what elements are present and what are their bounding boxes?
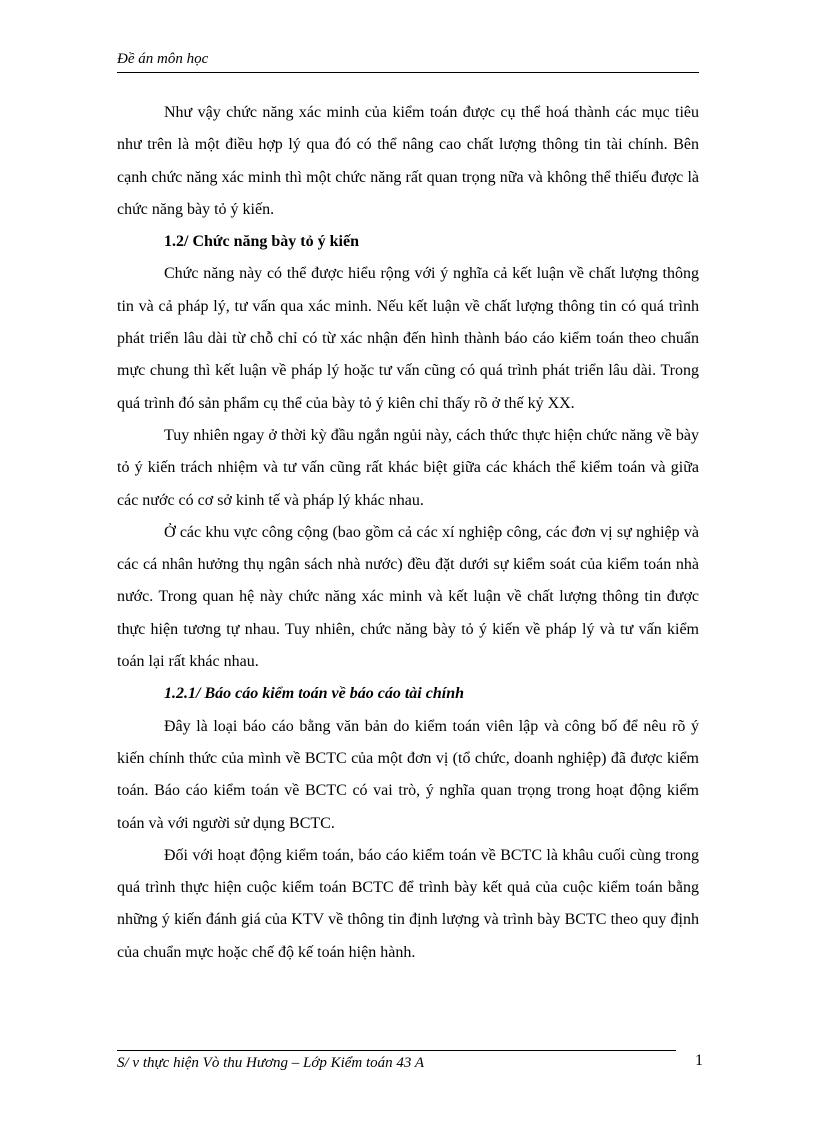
footer-divider (117, 1050, 676, 1051)
paragraph-3: Tuy nhiên ngay ở thời kỳ đầu ngắn ngủi này, cách thức thực hiện chức năng về bày tỏ ý kiến trách nhiệm và tư vấn cũng rất khác biệt giữa các khách thể kiểm toán và giữa các nước có cơ sở kinh tế và pháp lý khác nhau. (117, 426, 699, 509)
paragraph-4: Ở các khu vực công cộng (bao gồm cả các xí nghiệp công, các đơn vị sự nghiệp và các cá nhân hưởng thụ ngân sách nhà nước) đều đặt dưới sự kiểm soát của kiểm toán nhà nước. Trong quan hệ này chức năng xác minh và kết luận về chất lượng thông tin được thực hiện tương tự nhau. Tuy nhiên, chức năng bày tỏ ý kiến về pháp lý và tư vấn kiểm toán lại rất khác nhau. (117, 523, 699, 671)
page-body (117, 97, 699, 969)
section-heading-1-2: 1.2/ Chức năng bày tỏ ý kiến (164, 233, 359, 251)
subsection-heading-1-2-1: 1.2.1/ Báo cáo kiểm toán về báo cáo tài chính (164, 685, 464, 703)
page-number: 1 (695, 1052, 703, 1069)
paragraph-6: Đối với hoạt động kiểm toán, báo cáo kiểm toán về BCTC là khâu cuối cùng trong quá trình thực hiện cuộc kiểm toán BCTC để trình bày kết quả của cuộc kiểm toán bằng những ý kiến đánh giá của KTV về thông tin định lượng và trình bày BCTC theo quy định của chuẩn mực hoặc chế độ kế toán hiện hành. (117, 846, 699, 961)
header-title: Đề án môn học (117, 51, 209, 67)
footer-author: S/ v thực hiện Vò thu Hương – Lớp Kiểm toán 43 A (117, 1055, 425, 1071)
paragraph-2: Chức năng này có thể được hiểu rộng với ý nghĩa cả kết luận về chất lượng thông tin và cả pháp lý, tư vấn qua xác minh. Nếu kết luận về chất lượng thông tin có quá trình phát triển lâu dài từ chỗ chỉ có từ xác nhận đến hình thành báo cáo kiểm toán theo chuẩn mực chung thì kết luận về pháp lý hoặc tư vấn cũng có quá trình phát triển lâu dài. Trong quá trình đó sản phẩm cụ thể của bày tỏ ý kiên chỉ thấy rõ ở thế kỷ XX. (117, 265, 699, 412)
paragraph-5: Đây là loại báo cáo bằng văn bản do kiểm toán viên lập và công bố để nêu rõ ý kiến chính thức của mình về BCTC của một đơn vị (tổ chức, doanh nghiệp) đã được kiểm toán. Báo cáo kiểm toán về BCTC có vai trò, ý nghĩa quan trọng trong hoạt động kiểm toán và với người sử dụng BCTC. (117, 717, 699, 832)
paragraph-1: Như vậy chức năng xác minh của kiểm toán được cụ thể hoá thành các mục tiêu như trên là một điều hợp lý qua đó có thể nâng cao chất lượng thông tin tài chính. Bên cạnh chức năng xác minh thì một chức năng rất quan trọng nữa và không thể thiếu được là chức năng bày tỏ ý kiến. (117, 104, 699, 218)
header-divider (117, 72, 699, 73)
